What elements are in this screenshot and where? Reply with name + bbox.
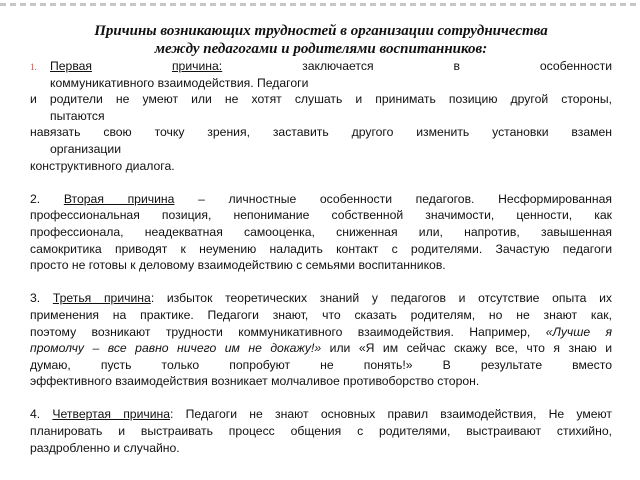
- p1-word-first: Первая: [50, 59, 93, 73]
- p3-line-1-rest: : избыток теоретических знаний у педагогов и отсутствие опыта их: [150, 291, 613, 306]
- p1-line-6: организации: [50, 141, 122, 156]
- p2-line-2: профессиональная позиция, непонимание собственной значимости, ценности, как: [30, 208, 612, 223]
- document-content: [30, 22, 612, 456]
- p2-line-5: просто не готовы к деловому взаимодействию с семьями воспитанников.: [30, 258, 446, 273]
- p1-word-consists: заключается: [302, 59, 374, 73]
- p4-line-1-rest: : Педагоги не знают основных правил взаимодействия, Не умеют: [170, 407, 612, 422]
- p4-label: Четвертая причина: [52, 407, 171, 422]
- p3-line-4-rest: или «Я им сейчас скажу все, что я знаю и: [329, 341, 612, 356]
- p4-line-2: планировать и выстраивать процесс общения с родителями, выстраивают стихийно,: [30, 424, 612, 439]
- p4-line-3: раздробленно и случайно.: [30, 440, 180, 455]
- p3-line-2: применения на практике. Педагоги знают, что сказать родителям, но не знают как,: [30, 307, 612, 322]
- p2-number: 2.: [30, 191, 41, 206]
- p1-line-2: коммуникативного взаимодействия. Педагоги: [50, 75, 309, 90]
- p2-label: Вторая причина: [63, 191, 175, 206]
- p2-line-3: профессионала, неадекватная самооценка, сниженная или, напротив, завышенная: [30, 224, 612, 239]
- p1-line-7: конструктивного диалога.: [30, 158, 175, 173]
- p3-quote-end: промолчу – все равно ничего им не докажу!»: [30, 341, 322, 356]
- p1-line-1: [50, 58, 612, 75]
- p1-word-reason: причина:: [171, 59, 223, 73]
- p4-line-1: [30, 406, 612, 423]
- p1-line-3: и родители не умеют или не хотят слушать и принимать позицию другой стороны,: [30, 92, 612, 107]
- p3-label: Третья причина: [52, 291, 151, 306]
- p3-quote-start: «Лучше я: [545, 324, 612, 339]
- p2-line-4: самокритика приводят к неумению наладить контакт с родителями. Зачастую педагоги: [30, 241, 612, 256]
- p3-line-4: [30, 340, 612, 357]
- p3-line-6: эффективного взаимодействия возникает молчаливое противоборство сторон.: [30, 374, 480, 389]
- decorative-dashed-line-top: [0, 3, 640, 6]
- p3-line-5: думаю, пусть только попробуют не понять!» В результате вместо: [30, 357, 612, 372]
- list-marker: 1.: [30, 62, 37, 72]
- p3-number: 3.: [30, 291, 41, 306]
- p3-line-3-text: поэтому возникают трудности коммуникативного взаимодействия. Например,: [30, 324, 531, 339]
- p1-line-4: пытаются: [50, 108, 105, 123]
- p3-line-1: [30, 290, 612, 307]
- title-line-1: Причины возникающих трудностей в организации сотрудничества: [94, 23, 548, 39]
- p1-word-features: особенности: [539, 59, 613, 73]
- title-line-2: между педагогами и родителями воспитанников:: [154, 41, 488, 57]
- p2-line-1-rest: – личностные особенности педагогов. Несформированная: [198, 191, 613, 206]
- p3-line-3: [30, 324, 612, 341]
- p4-number: 4.: [30, 407, 41, 422]
- p1-word-in: в: [453, 59, 460, 73]
- p1-line-5: навязать свою точку зрения, заставить другого изменить установки взамен: [30, 125, 612, 140]
- p2-line-1: [30, 191, 612, 208]
- paragraph-1: [30, 58, 612, 91]
